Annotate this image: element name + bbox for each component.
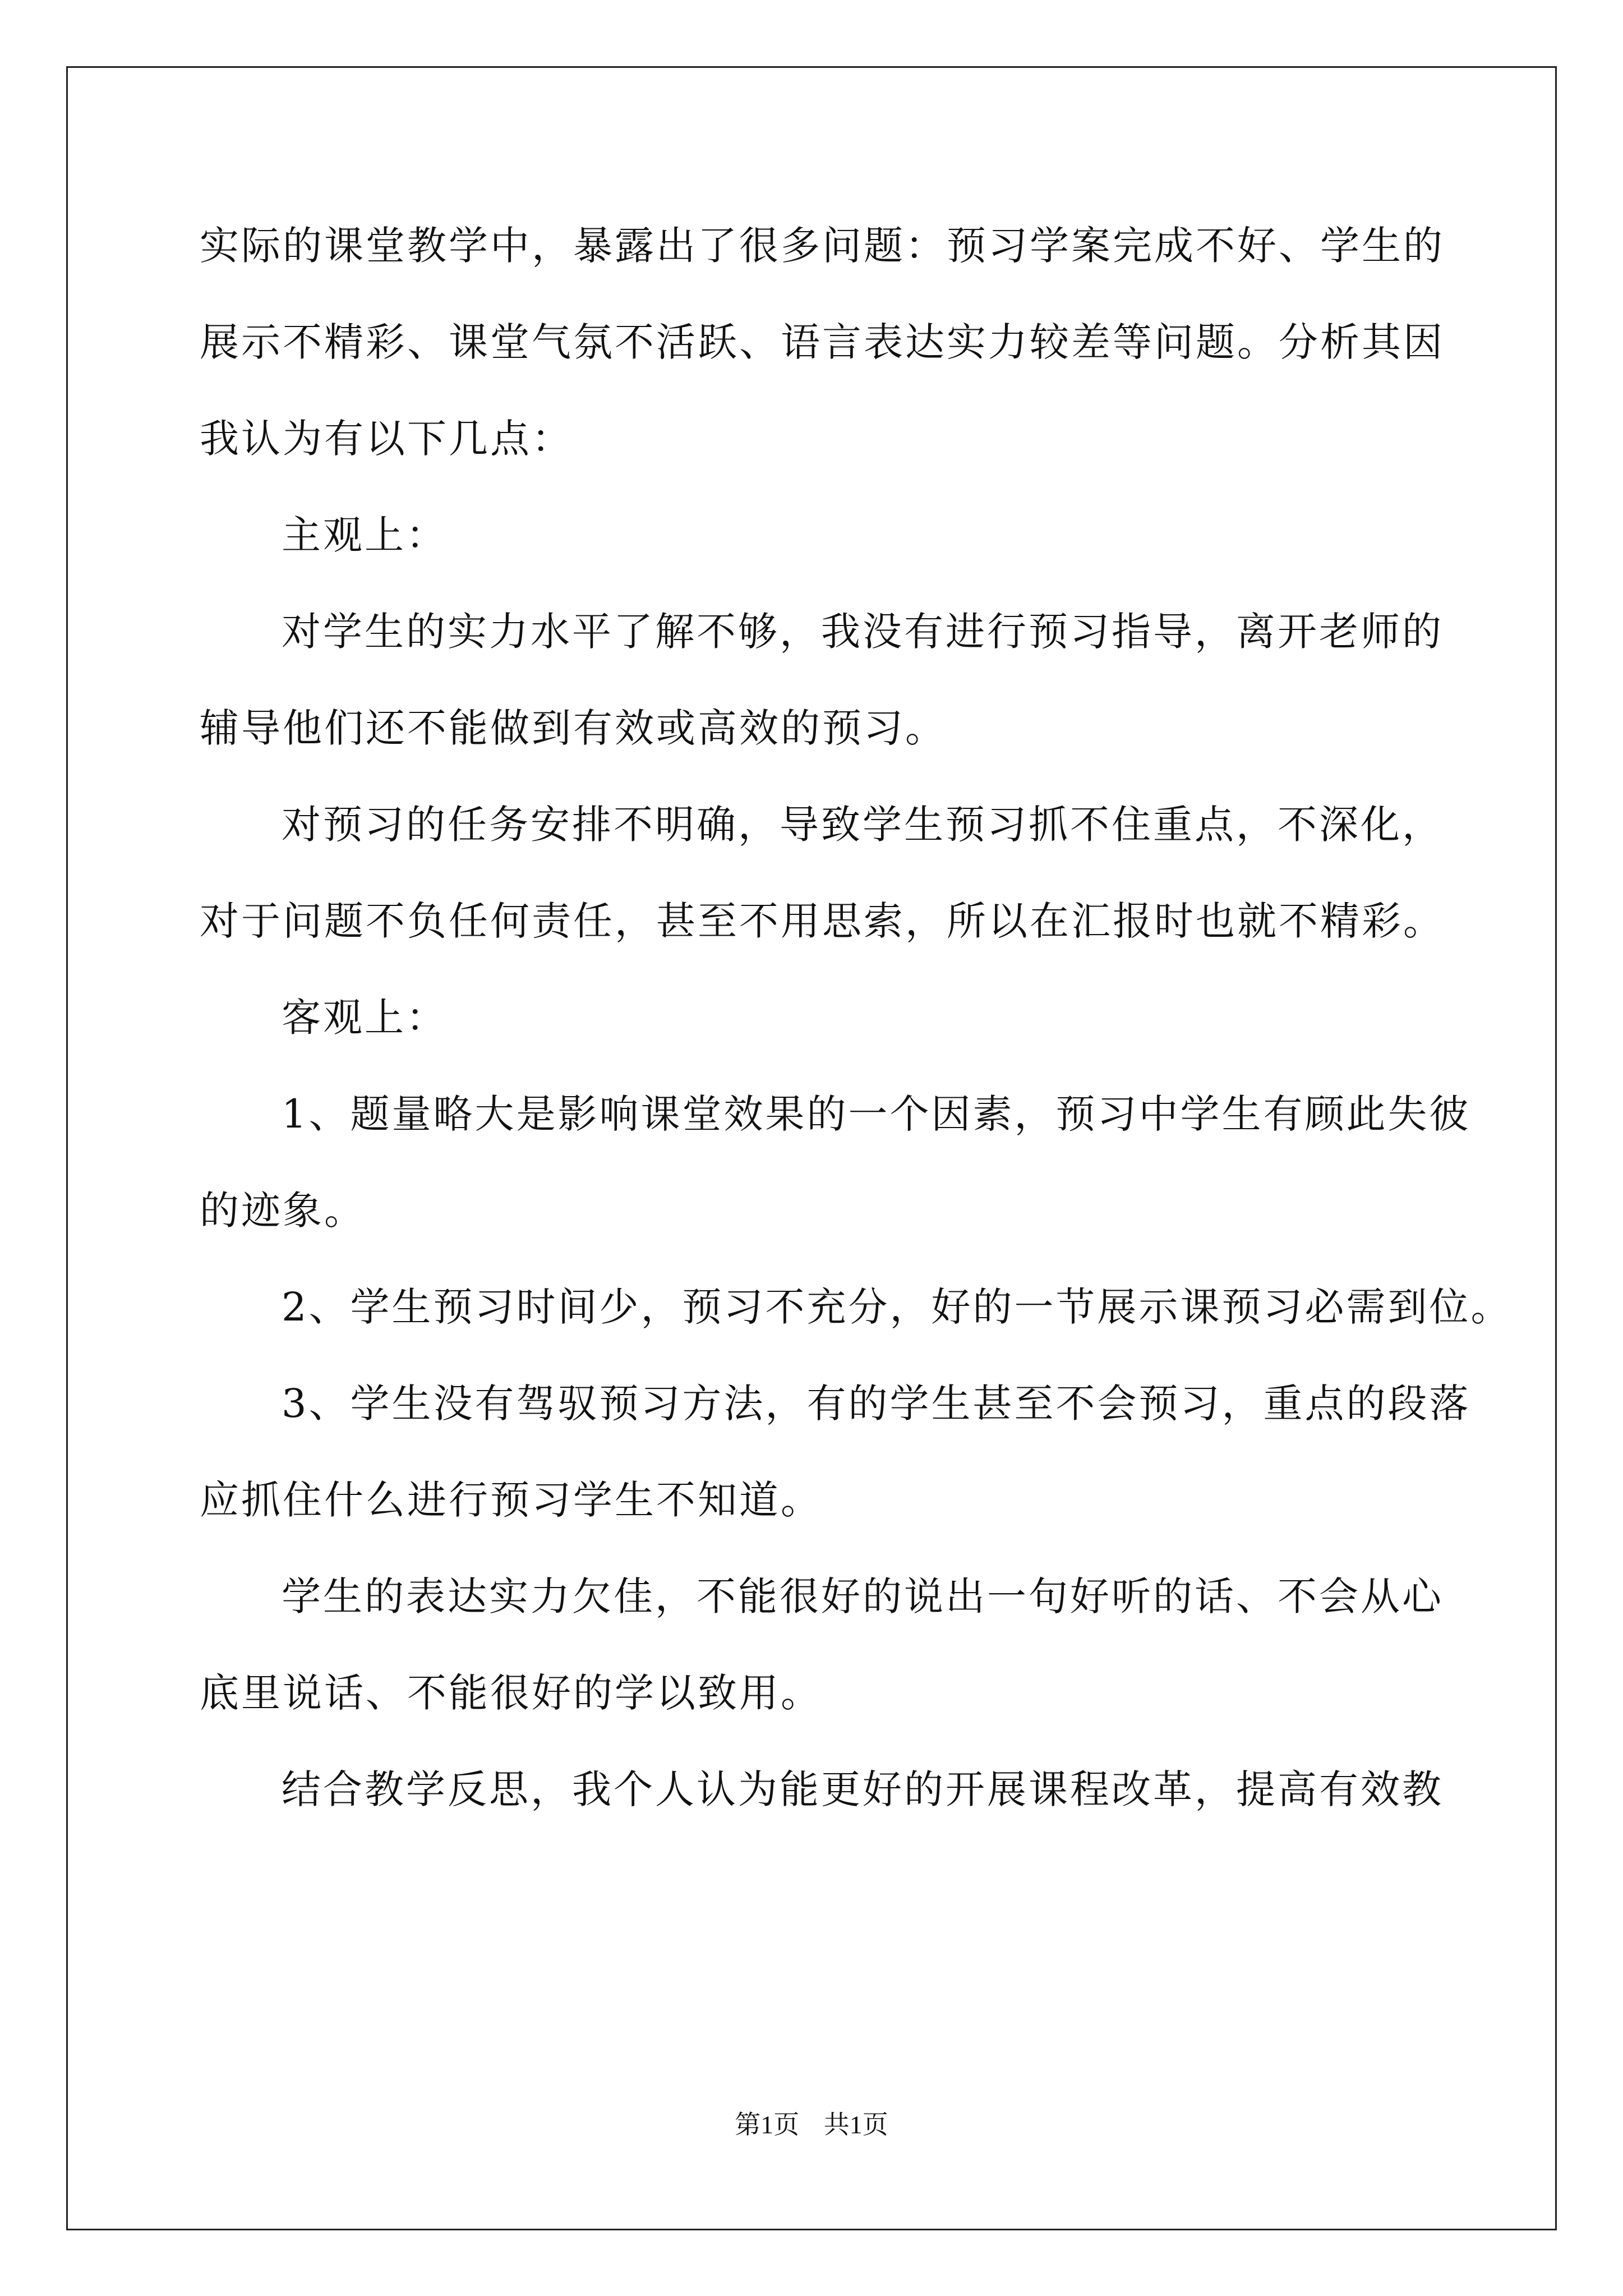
text-line: 的迹象。 bbox=[200, 1188, 366, 1234]
section-heading: 客观上： bbox=[282, 995, 448, 1041]
text-line: 对于问题不负任何责任，甚至不用思索，所以在汇报时也就不精彩。 bbox=[200, 898, 1445, 944]
page-border bbox=[66, 66, 1557, 2230]
text-line: 辅导他们还不能做到有效或高效的预习。 bbox=[200, 705, 947, 751]
text-line: 实际的课堂教学中，暴露出了很多问题：预习学案完成不好、学生的 bbox=[200, 223, 1445, 269]
section-heading: 主观上： bbox=[282, 512, 448, 558]
page-count: 共1页 bbox=[823, 2110, 888, 2139]
text-line: 学生的表达实力欠佳，不能很好的说出一句好听的话、不会从心 bbox=[282, 1573, 1444, 1619]
text-line: 我认为有以下几点： bbox=[200, 416, 573, 462]
text-line: 1、题量略大是影响课堂效果的一个因素，预习中学生有顾此失彼 bbox=[282, 1091, 1471, 1137]
text-line: 2、学生预习时间少，预习不充分，好的一节展示课预习必需到位。 bbox=[282, 1284, 1513, 1330]
text-line: 3、学生没有驾驭预习方法，有的学生甚至不会预习，重点的段落 bbox=[282, 1381, 1471, 1427]
page-number: 第1页 bbox=[735, 2110, 800, 2139]
text-line: 底里说话、不能很好的学以致用。 bbox=[200, 1670, 822, 1716]
page-footer bbox=[0, 2108, 1623, 2142]
text-line: 结合教学反思，我个人认为能更好的开展课程改革，提高有效教 bbox=[282, 1766, 1444, 1812]
text-line: 对预习的任务安排不明确，导致学生预习抓不住重点，不深化， bbox=[282, 802, 1444, 848]
text-line: 展示不精彩、课堂气氛不活跃、语言表达实力较差等问题。分析其因 bbox=[200, 319, 1445, 365]
text-line: 应抓住什么进行预习学生不知道。 bbox=[200, 1477, 822, 1523]
text-line: 对学生的实力水平了解不够，我没有进行预习指导，离开老师的 bbox=[282, 609, 1444, 655]
